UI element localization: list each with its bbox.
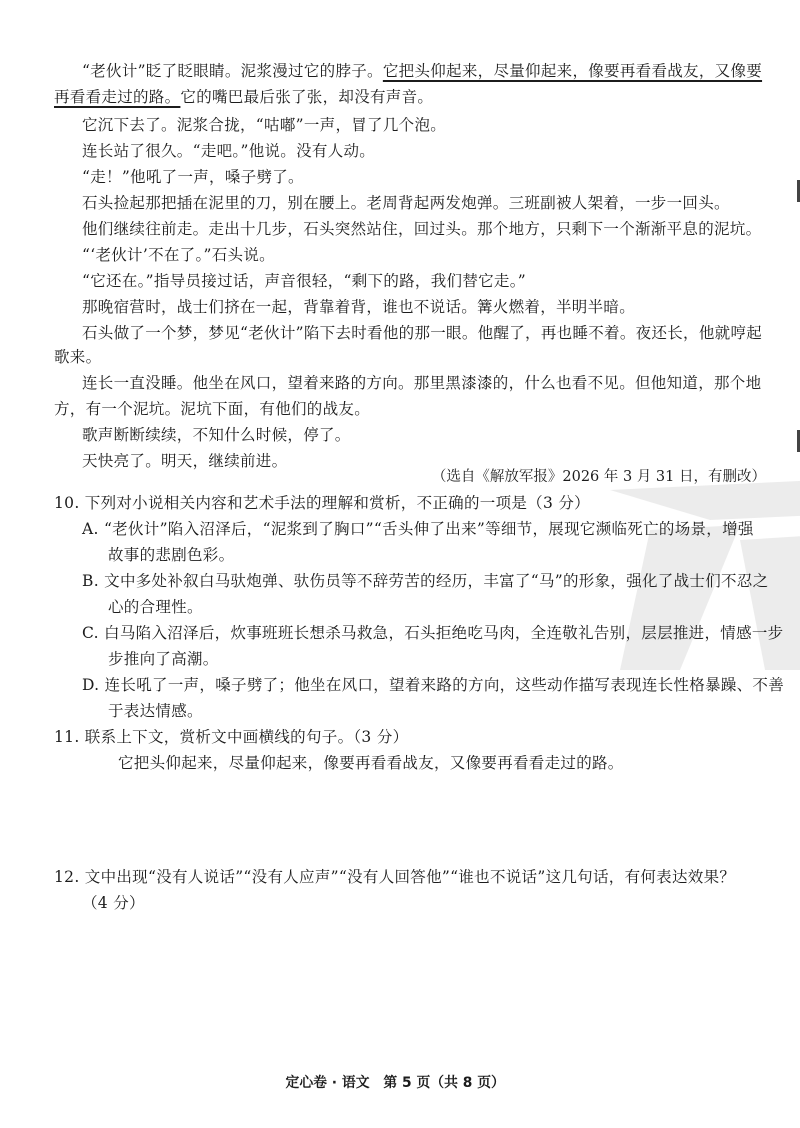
passage-line-15: 歌声断断续续，不知什么时候，停了。 — [82, 426, 351, 444]
question-10-option-a: A. “老伙计”陷入沼泽后，“泥浆到了胸口”“舌头伸了出来”等细节，展现它濒临死亡的场景，增强 — [82, 520, 754, 538]
passage-line-5: “走！”他吼了一声，嗓子劈了。 — [82, 168, 304, 186]
question-12-stem: 12. 文中出现“没有人说话”“没有人应声”“没有人回答他”“谁也不说话”这几句话，有何表达效果？ — [54, 868, 736, 886]
question-11-quote: 它把头仰起来，尽量仰起来，像要再看看战友，又像要再看看走过的路。 — [118, 754, 624, 772]
passage-source: （选自《解放军报》2026 年 3 月 31 日，有删改） — [431, 469, 766, 485]
passage-line-12: 歌来。 — [54, 348, 102, 366]
passage-line-11: 石头做了一个梦，梦见“老伙计”陷下去时看他的那一眼。他醒了，再也睡不着。夜还长，他就哼起 — [82, 324, 763, 342]
question-10-option-b-cont: 心的合理性。 — [108, 598, 203, 616]
underlined-sentence: 再看看走过的路。 — [54, 88, 181, 106]
passage-line-13: 连长一直没睡。他坐在风口，望着来路的方向。那里黑漆漆的，什么也看不见。但他知道，那个地 — [82, 374, 762, 392]
passage-line-2: 再看看走过的路。它的嘴巴最后张了张，却没有声音。 — [54, 88, 434, 106]
question-11-stem: 11. 联系上下文，赏析文中画横线的句子。（3 分） — [54, 728, 409, 746]
passage-line-9: “它还在。”指导员接过话，声音很轻，“剩下的路，我们替它走。” — [82, 272, 526, 290]
passage-line-1: “老伙计”眨了眨眼睛。泥浆漫过它的脖子。它把头仰起来，尽量仰起来，像要再看看战友，又像要 — [82, 62, 763, 80]
question-10-option-d-cont: 于表达情感。 — [108, 702, 203, 720]
passage-line-16: 天快亮了。明天，继续前进。 — [82, 452, 288, 470]
question-10-option-c-cont: 步推向了高潮。 — [108, 650, 219, 668]
question-10-option-c: C. 白马陷入沼泽后，炊事班班长想杀马救急，石头拒绝吃马肉，全连敬礼告别，层层推进，情感一步 — [82, 624, 784, 642]
page-footer: 定心卷 · 语文 第 5 页（共 8 页） — [285, 1075, 505, 1091]
question-10-option-d: D. 连长吼了一声，嗓子劈了；他坐在风口，望着来路的方向，这些动作描写表现连长性格暴躁、不善 — [82, 676, 785, 694]
underlined-sentence: 它把头仰起来，尽量仰起来，像要再看看战友，又像要 — [382, 62, 763, 80]
passage-line-7: 他们继续往前走。走出十几步，石头突然站住，回过头。那个地方，只剩下一个渐渐平息的泥坑。 — [82, 220, 762, 238]
passage-line-6: 石头捡起那把插在泥里的刀，别在腰上。老周背起两发炮弹。三班副被人架着，一步一回头。 — [82, 194, 730, 212]
passage-line-14: 方，有一个泥坑。泥坑下面，有他们的战友。 — [54, 400, 371, 418]
passage-line-10: 那晚宿营时，战士们挤在一起，背靠着背，谁也不说话。篝火燃着，半明半暗。 — [82, 298, 636, 316]
question-12-score: （4 分） — [82, 894, 145, 912]
question-10-option-b: B. 文中多处补叙白马驮炮弹、驮伤员等不辞劳苦的经历，丰富了“马”的形象，强化了战士们不忍之 — [82, 572, 769, 590]
question-10-option-a-cont: 故事的悲剧色彩。 — [108, 546, 235, 564]
question-10-stem: 10. 下列对小说相关内容和艺术手法的理解和赏析，不正确的一项是（3 分） — [54, 494, 590, 512]
passage-line-8: “‘老伙计’不在了。”石头说。 — [82, 246, 275, 264]
passage-line-4: 连长站了很久。“走吧。”他说。没有人动。 — [82, 142, 376, 160]
passage-line-3: 它沉下去了。泥浆合拢，“咕嘟”一声，冒了几个泡。 — [82, 116, 447, 134]
